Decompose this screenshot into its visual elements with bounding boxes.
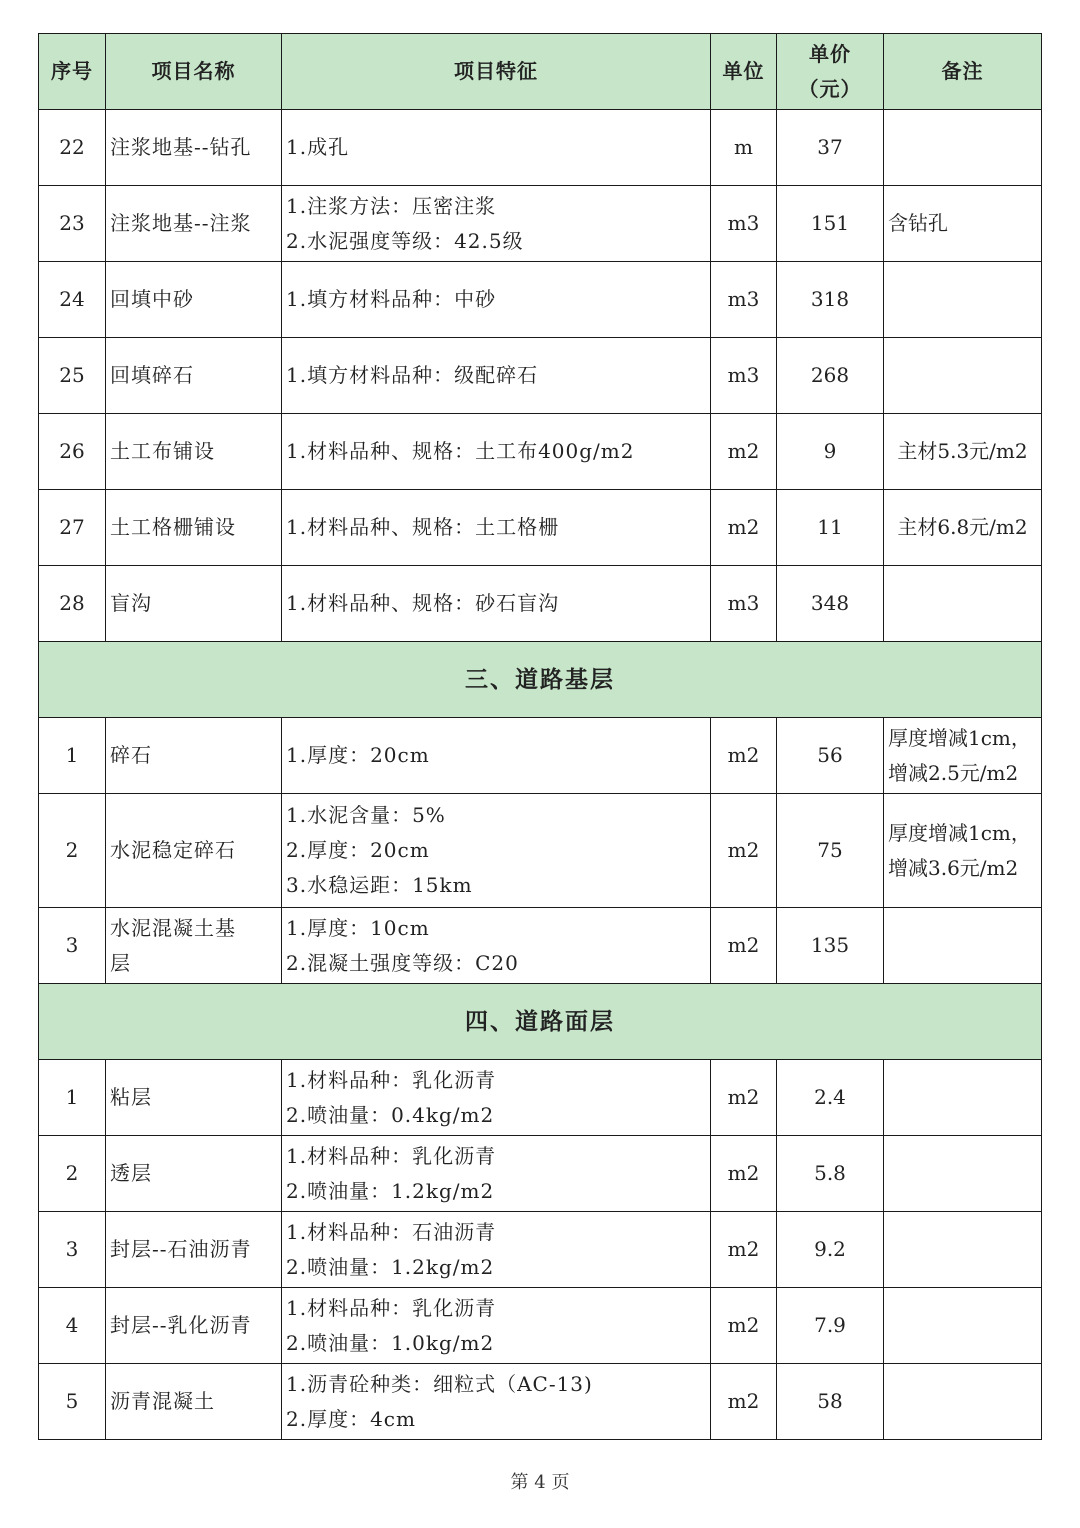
cell-no: 1	[39, 1060, 106, 1136]
cell-feature	[282, 490, 711, 566]
cell-name-line: 封层--乳化沥青	[110, 1313, 252, 1337]
cell-feature-line: 1.注浆方法：压密注浆	[286, 193, 497, 218]
table-row	[39, 908, 1042, 984]
cell-name	[106, 1364, 282, 1440]
table-row	[39, 414, 1042, 490]
cell-price: 75	[777, 794, 884, 908]
cell-unit: m2	[711, 1288, 777, 1364]
cell-name	[106, 718, 282, 794]
cell-note	[884, 414, 1042, 490]
cell-unit: m2	[711, 1212, 777, 1288]
cell-feature-line: 1.材料品种：乳化沥青	[286, 1295, 497, 1320]
cell-note	[884, 908, 1042, 984]
cell-feature	[282, 186, 711, 262]
section-header-surface	[39, 984, 1042, 1060]
cell-unit: m	[711, 110, 777, 186]
cell-note-line: 含钻孔	[888, 211, 948, 235]
cell-note	[884, 1288, 1042, 1364]
cell-no: 1	[39, 718, 106, 794]
cell-name-line: 水泥稳定碎石	[110, 838, 236, 862]
cell-unit: m2	[711, 908, 777, 984]
cell-price: 56	[777, 718, 884, 794]
cell-feature-line: 1.填方材料品种：中砂	[286, 287, 497, 311]
cell-unit: m2	[711, 1136, 777, 1212]
cell-price: 151	[777, 186, 884, 262]
cell-note	[884, 1136, 1042, 1212]
cell-feature-line: 2.水泥强度等级：42.5级	[286, 228, 524, 253]
cell-name	[106, 1136, 282, 1212]
cell-feature	[282, 718, 711, 794]
cell-feature-line: 1.材料品种：乳化沥青	[286, 1143, 497, 1168]
cell-feature-line: 3.水稳运距：15km	[286, 873, 473, 897]
section-header-base	[39, 642, 1042, 718]
cell-name-line: 沥青混凝土	[110, 1389, 215, 1413]
cell-no: 2	[39, 1136, 106, 1212]
cell-no: 3	[39, 1212, 106, 1288]
cell-price: 2.4	[777, 1060, 884, 1136]
cell-feature-line: 1.材料品种、规格：土工布400g/m2	[286, 439, 635, 463]
table-row	[39, 718, 1042, 794]
cell-name	[106, 566, 282, 642]
cell-unit: m2	[711, 1060, 777, 1136]
cell-name-line: 土工格栅铺设	[110, 515, 236, 539]
cell-note	[884, 186, 1042, 262]
cell-feature-line: 2.喷油量：0.4kg/m2	[286, 1102, 495, 1127]
cell-feature-line: 1.材料品种、规格：砂石盲沟	[286, 591, 560, 615]
cell-name	[106, 1288, 282, 1364]
table-row	[39, 1136, 1042, 1212]
header-price-line1: 单价	[809, 41, 851, 66]
cell-no: 2	[39, 794, 106, 908]
table-body	[39, 110, 1042, 1440]
cell-unit: m2	[711, 1364, 777, 1440]
table-row	[39, 110, 1042, 186]
cell-name-line: 封层--石油沥青	[110, 1237, 252, 1261]
cell-feature	[282, 262, 711, 338]
header-price	[777, 34, 884, 110]
cell-feature	[282, 1364, 711, 1440]
header-note: 备注	[884, 34, 1042, 110]
cell-feature	[282, 414, 711, 490]
cell-note	[884, 794, 1042, 908]
cell-feature	[282, 1288, 711, 1364]
cell-name-line: 注浆地基--注浆	[110, 211, 252, 235]
cell-feature-line: 2.喷油量：1.2kg/m2	[286, 1254, 495, 1279]
table-row	[39, 338, 1042, 414]
cell-name	[106, 490, 282, 566]
cell-price: 5.8	[777, 1136, 884, 1212]
cell-note	[884, 718, 1042, 794]
table-row	[39, 566, 1042, 642]
cell-no: 26	[39, 414, 106, 490]
table-row	[39, 262, 1042, 338]
cell-price: 7.9	[777, 1288, 884, 1364]
cell-feature	[282, 1136, 711, 1212]
cell-no: 24	[39, 262, 106, 338]
cell-note-line: 增减2.5元/m2	[888, 760, 1019, 785]
table-row	[39, 490, 1042, 566]
cell-feature-line: 2.混凝土强度等级：C20	[286, 950, 519, 975]
cell-no: 23	[39, 186, 106, 262]
cell-price: 58	[777, 1364, 884, 1440]
cell-note-line: 增减3.6元/m2	[888, 855, 1019, 880]
section-header-surface-title: 四、道路面层	[39, 984, 1042, 1060]
cell-feature-line: 1.填方材料品种：级配碎石	[286, 363, 539, 387]
cell-price: 318	[777, 262, 884, 338]
cell-name-line: 土工布铺设	[110, 439, 215, 463]
cell-unit: m2	[711, 794, 777, 908]
cell-no: 25	[39, 338, 106, 414]
section-header-base-title: 三、道路基层	[39, 642, 1042, 718]
page-number: 第 4 页	[510, 1472, 570, 1493]
cell-feature-line: 1.材料品种：石油沥青	[286, 1219, 497, 1244]
cell-name	[106, 1212, 282, 1288]
cell-name-line: 透层	[110, 1161, 152, 1185]
header-price-line2: （元）	[798, 76, 862, 101]
cell-name	[106, 1060, 282, 1136]
cell-name-line: 粘层	[110, 1085, 152, 1109]
cell-name-line: 回填碎石	[110, 363, 194, 387]
cell-feature	[282, 794, 711, 908]
header-feature: 项目特征	[282, 34, 711, 110]
cell-note-line: 厚度增减1cm，	[888, 820, 1031, 845]
cell-no: 5	[39, 1364, 106, 1440]
cell-feature-line: 2.喷油量：1.2kg/m2	[286, 1178, 495, 1203]
cell-name	[106, 414, 282, 490]
table-row	[39, 1060, 1042, 1136]
cell-name-line: 碎石	[110, 743, 152, 767]
cell-feature-line: 1.厚度：20cm	[286, 743, 430, 767]
cell-feature	[282, 1060, 711, 1136]
cell-feature-line: 2.喷油量：1.0kg/m2	[286, 1330, 495, 1355]
cell-feature-line: 1.材料品种、规格：土工格栅	[286, 515, 560, 539]
cell-note-line: 主材6.8元/m2	[897, 515, 1028, 539]
cell-feature	[282, 338, 711, 414]
cell-name	[106, 186, 282, 262]
cell-unit: m3	[711, 262, 777, 338]
cell-name	[106, 262, 282, 338]
cell-feature	[282, 566, 711, 642]
header-unit: 单位	[711, 34, 777, 110]
cell-price: 37	[777, 110, 884, 186]
cell-price: 11	[777, 490, 884, 566]
cell-name-line: 注浆地基--钻孔	[110, 135, 252, 159]
cell-feature-line: 1.厚度：10cm	[286, 915, 430, 940]
cell-note	[884, 262, 1042, 338]
cell-no: 4	[39, 1288, 106, 1364]
header-name: 项目名称	[106, 34, 282, 110]
cell-price: 348	[777, 566, 884, 642]
cell-feature	[282, 908, 711, 984]
cell-feature-line: 1.水泥含量：5%	[286, 803, 446, 827]
cell-price: 9	[777, 414, 884, 490]
cell-note	[884, 110, 1042, 186]
cell-no: 22	[39, 110, 106, 186]
cell-no: 27	[39, 490, 106, 566]
cell-name-line: 盲沟	[110, 591, 152, 615]
cell-note-line: 主材5.3元/m2	[897, 439, 1028, 463]
cell-name-line: 回填中砂	[110, 287, 194, 311]
cell-feature-line: 1.材料品种：乳化沥青	[286, 1067, 497, 1092]
cell-name-line: 层	[110, 950, 131, 975]
table-row	[39, 186, 1042, 262]
table-row	[39, 794, 1042, 908]
cell-feature-line: 1.成孔	[286, 135, 350, 159]
cell-unit: m3	[711, 566, 777, 642]
cell-feature	[282, 1212, 711, 1288]
cell-no: 28	[39, 566, 106, 642]
cell-price: 135	[777, 908, 884, 984]
cell-note	[884, 490, 1042, 566]
cell-note	[884, 1364, 1042, 1440]
cell-price: 268	[777, 338, 884, 414]
cell-name	[106, 110, 282, 186]
table-row	[39, 1364, 1042, 1440]
cell-unit: m2	[711, 414, 777, 490]
cell-note	[884, 338, 1042, 414]
cell-note	[884, 1060, 1042, 1136]
cell-unit: m3	[711, 338, 777, 414]
table-row	[39, 1288, 1042, 1364]
cell-feature-line: 1.沥青砼种类：细粒式（AC-13)	[286, 1371, 593, 1396]
header-no: 序号	[39, 34, 106, 110]
price-table	[38, 33, 1042, 1440]
cell-unit: m2	[711, 490, 777, 566]
cell-feature-line: 2.厚度：20cm	[286, 838, 430, 862]
cell-name	[106, 794, 282, 908]
cell-feature	[282, 110, 711, 186]
table-row	[39, 1212, 1042, 1288]
cell-unit: m3	[711, 186, 777, 262]
cell-note	[884, 1212, 1042, 1288]
header-row	[39, 34, 1042, 110]
cell-name	[106, 908, 282, 984]
cell-price: 9.2	[777, 1212, 884, 1288]
cell-name	[106, 338, 282, 414]
cell-note	[884, 566, 1042, 642]
cell-note-line: 厚度增减1cm，	[888, 725, 1031, 750]
cell-unit: m2	[711, 718, 777, 794]
cell-feature-line: 2.厚度：4cm	[286, 1406, 416, 1431]
cell-no: 3	[39, 908, 106, 984]
cell-name-line: 水泥混凝土基	[110, 915, 236, 940]
